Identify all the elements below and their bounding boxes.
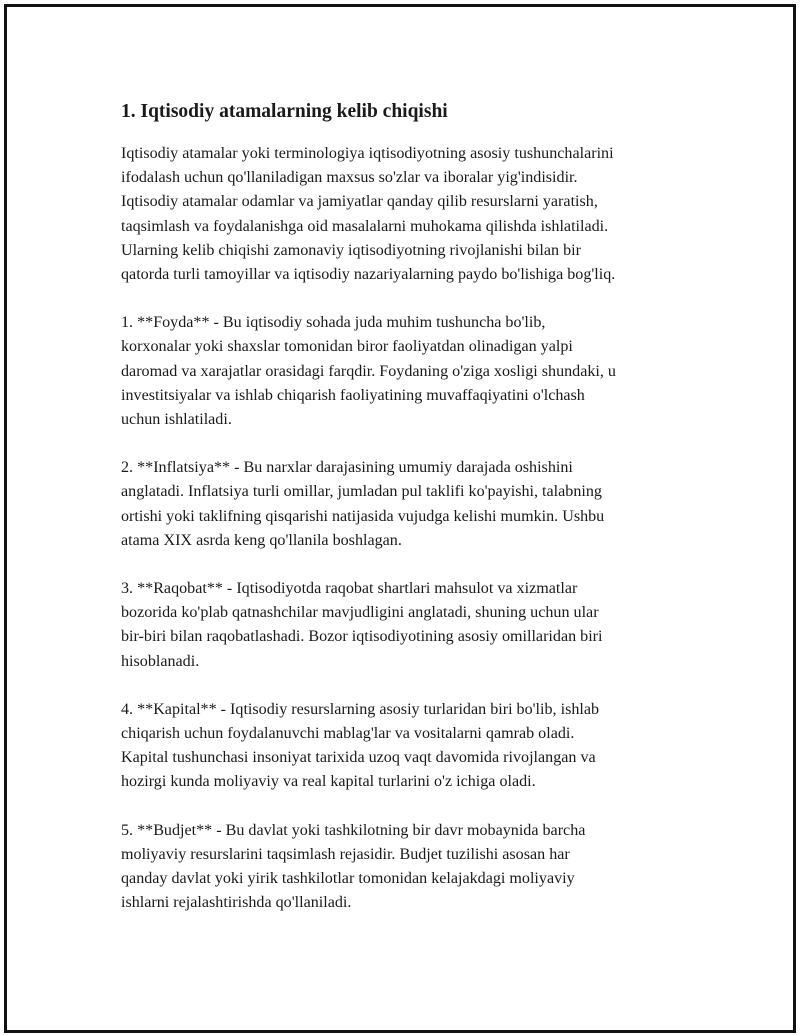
term-item-raqobat: 3. **Raqobat** - Iqtisodiyotda raqobat shartlari mahsulot va xizmatlar bozorida ko'plab qatnashchilar mavjudligini anglatadi, shuning uchun ular bir-biri bilan raqobatlashadi. Bozor iqtisodiyotining asosiy omillaridan biri hisoblanadi. bbox=[121, 580, 603, 670]
term-item-foyda: 1. **Foyda** - Bu iqtisodiy sohada juda muhim tushuncha bo'lib, korxonalar yoki shaxslar tomonidan biror faoliyatdan olinadigan yalpi daromad va xarajatlar orasidagi farqdir. Foydaning o'ziga xosligi shundaki, u investitsiyalar va ishlab chiqarish faoliyatining muvaffaqiyatini o'lchash uchun ishlatiladi. bbox=[121, 314, 616, 429]
term-item-inflatsiya: 2. **Inflatsiya** - Bu narxlar darajasining umumiy darajada oshishini anglatadi. Inflatsiya turli omillar, jumladan pul taklifi ko'payishi, talabning ortishi yoki taklifning qisqarishi natijasida vujudga kelishi mumkin. Ushbu atama XIX asrda keng qo'llanila boshlagan. bbox=[121, 459, 605, 549]
term-item-kapital: 4. **Kapital** - Iqtisodiy resurslarning asosiy turlaridan biri bo'lib, ishlab chiqarish uchun foydalanuvchi mablag'lar va vositalarni qamrab oladi. Kapital tushunchasi insoniyat tarixida uzoq vaqt davomida rivojlangan va hozirgi kunda moliyaviy va real kapital turlarini o'z ichiga oladi. bbox=[121, 700, 600, 791]
document-page bbox=[4, 4, 796, 1033]
term-item-budjet: 5. **Budjet** - Bu davlat yoki tashkilotning bir davr mobaynida barcha moliyaviy resurslarini taqsimlash rejasidir. Budjet tuzilishi asosan har qanday davlat yoki yirik tashkilotlar tomonidan kelajakdagi moliyaviy ishlarni rejalashtirishda qo'llaniladi. bbox=[121, 821, 586, 912]
section-heading: 1. Iqtisodiy atamalarning kelib chiqishi bbox=[121, 101, 448, 122]
document-content bbox=[121, 99, 701, 915]
intro-paragraph: Iqtisodiy atamalar yoki terminologiya iqtisodiyotning asosiy tushunchalarini ifodalash uchun qo'llaniladigan maxsus so'zlar va iboralar yig'indisidir. Iqtisodiy atamalar odamlar va jamiyatlar qanday qilib resurslarni yaratish, taqsimlash va foydalanishga oid masalalarni muhokama qilishda ishlatiladi. Ularning kelib chiqishi zamonaviy iqtisodiyotning rivojlanishi bilan bir qatorda turli tamoyillar va iqtisodiy nazariyalarning paydo bo'lishiga bog'liq. bbox=[121, 145, 616, 284]
